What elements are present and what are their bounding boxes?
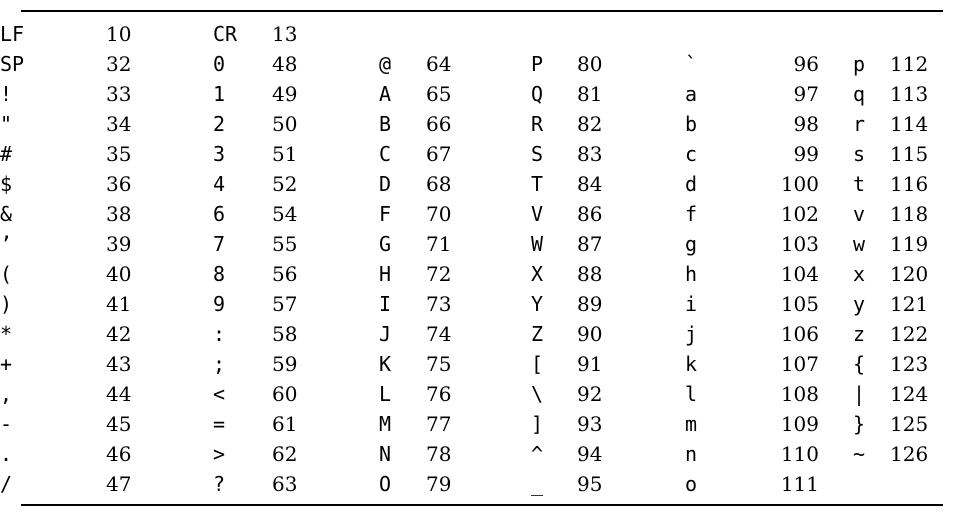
code-cell: 35 <box>106 142 132 166</box>
char-cell: W <box>531 232 544 256</box>
table-row <box>0 439 960 469</box>
code-cell: 77 <box>426 412 452 436</box>
table-row <box>0 19 960 49</box>
char-cell: w <box>853 232 866 256</box>
char-cell: 4 <box>213 172 226 196</box>
code-cell: 87 <box>577 232 603 256</box>
char-cell: X <box>531 262 544 286</box>
char-cell: ) <box>0 292 13 316</box>
char-cell: [ <box>531 352 544 376</box>
code-cell: 56 <box>272 262 298 286</box>
table-row <box>0 79 960 109</box>
char-cell: p <box>853 52 866 76</box>
char-cell: i <box>685 292 698 316</box>
char-cell: # <box>0 142 13 166</box>
code-cell: 72 <box>426 262 452 286</box>
char-cell: @ <box>379 52 392 76</box>
code-cell: 122 <box>890 322 929 346</box>
char-cell: _ <box>531 472 544 496</box>
char-cell: ; <box>213 352 226 376</box>
code-cell: 112 <box>890 52 929 76</box>
char-cell: ] <box>531 412 544 436</box>
char-cell: V <box>531 202 544 226</box>
char-cell: " <box>0 112 13 136</box>
char-cell: b <box>685 112 698 136</box>
code-cell: 71 <box>426 232 452 256</box>
code-cell: 52 <box>272 172 298 196</box>
code-cell: 50 <box>272 112 298 136</box>
char-cell: S <box>531 142 544 166</box>
code-cell: 13 <box>272 22 298 46</box>
code-cell: 106 <box>780 322 819 346</box>
code-cell: 43 <box>106 352 132 376</box>
code-cell: 80 <box>577 52 603 76</box>
table-row <box>0 289 960 319</box>
code-cell: 64 <box>426 52 452 76</box>
char-cell: + <box>0 352 13 376</box>
code-cell: 91 <box>577 352 603 376</box>
char-cell: Z <box>531 322 544 346</box>
code-cell: 123 <box>890 352 929 376</box>
char-cell: O <box>379 472 392 496</box>
char-cell: h <box>685 262 698 286</box>
code-cell: 48 <box>272 52 298 76</box>
char-cell: 2 <box>213 112 226 136</box>
char-cell: d <box>685 172 698 196</box>
code-cell: 97 <box>793 82 819 106</box>
char-cell: y <box>853 292 866 316</box>
code-cell: 65 <box>426 82 452 106</box>
code-cell: 90 <box>577 322 603 346</box>
code-cell: 63 <box>272 472 298 496</box>
char-cell: { <box>853 352 866 376</box>
code-cell: 88 <box>577 262 603 286</box>
char-cell: v <box>853 202 866 226</box>
char-cell: t <box>853 172 866 196</box>
code-cell: 58 <box>272 322 298 346</box>
char-cell: B <box>379 112 392 136</box>
code-cell: 89 <box>577 292 603 316</box>
char-cell: < <box>213 382 226 406</box>
char-cell: m <box>685 412 698 436</box>
char-cell: ( <box>0 262 13 286</box>
char-cell: > <box>213 442 226 466</box>
code-cell: 74 <box>426 322 452 346</box>
char-cell: H <box>379 262 392 286</box>
code-cell: 94 <box>577 442 603 466</box>
code-cell: 115 <box>890 142 929 166</box>
code-cell: 124 <box>890 382 929 406</box>
code-cell: 61 <box>272 412 298 436</box>
code-cell: 108 <box>780 382 819 406</box>
char-cell: I <box>379 292 392 316</box>
code-cell: 44 <box>106 382 132 406</box>
char-cell: n <box>685 442 698 466</box>
table-row <box>0 319 960 349</box>
code-cell: 51 <box>272 142 298 166</box>
char-cell: g <box>685 232 698 256</box>
char-cell: ’ <box>0 232 13 256</box>
char-cell: | <box>853 382 866 406</box>
ascii-code-table <box>0 19 960 499</box>
code-cell: 111 <box>780 472 819 496</box>
char-cell: x <box>853 262 866 286</box>
table-row <box>0 379 960 409</box>
char-cell: , <box>0 382 13 406</box>
char-cell: ` <box>685 52 698 76</box>
char-cell: LF <box>0 22 25 46</box>
code-cell: 116 <box>890 172 929 196</box>
code-cell <box>890 19 960 49</box>
code-cell: 34 <box>106 112 132 136</box>
code-cell: 102 <box>780 202 819 226</box>
code-cell: 98 <box>793 112 819 136</box>
char-cell: $ <box>0 172 13 196</box>
code-cell: 45 <box>106 412 132 436</box>
char-cell: 3 <box>213 142 226 166</box>
char-cell: k <box>685 352 698 376</box>
code-cell: 118 <box>890 202 929 226</box>
code-cell: 46 <box>106 442 132 466</box>
code-cell: 67 <box>426 142 452 166</box>
code-cell: 126 <box>890 442 929 466</box>
code-cell: 114 <box>890 112 929 136</box>
code-cell: 95 <box>577 472 603 496</box>
char-cell: 6 <box>213 202 226 226</box>
char-cell: J <box>379 322 392 346</box>
table-bottom-rule <box>21 504 943 506</box>
ascii-table-body <box>0 19 960 499</box>
code-cell: 73 <box>426 292 452 316</box>
char-cell: ^ <box>531 442 544 466</box>
char-cell: M <box>379 412 392 436</box>
char-cell: j <box>685 322 698 346</box>
char-cell: l <box>685 382 698 406</box>
char-cell <box>853 469 890 499</box>
table-row <box>0 409 960 439</box>
table-row <box>0 469 960 499</box>
char-cell: Y <box>531 292 544 316</box>
char-cell: N <box>379 442 392 466</box>
char-cell <box>531 19 577 49</box>
char-cell: CR <box>213 22 238 46</box>
code-cell: 79 <box>426 472 452 496</box>
code-cell: 49 <box>272 82 298 106</box>
char-cell: F <box>379 202 392 226</box>
code-cell: 82 <box>577 112 603 136</box>
table-row <box>0 169 960 199</box>
code-cell: 38 <box>106 202 132 226</box>
char-cell: P <box>531 52 544 76</box>
char-cell: D <box>379 172 392 196</box>
char-cell <box>379 19 426 49</box>
code-cell: 81 <box>577 82 603 106</box>
char-cell: : <box>213 322 226 346</box>
code-cell: 55 <box>272 232 298 256</box>
char-cell: SP <box>0 52 25 76</box>
char-cell: a <box>685 82 698 106</box>
code-cell: 76 <box>426 382 452 406</box>
char-cell: A <box>379 82 392 106</box>
char-cell: 8 <box>213 262 226 286</box>
char-cell: Q <box>531 82 544 106</box>
char-cell: f <box>685 202 698 226</box>
code-cell: 125 <box>890 412 929 436</box>
code-cell: 109 <box>780 412 819 436</box>
char-cell: K <box>379 352 392 376</box>
code-cell: 42 <box>106 322 132 346</box>
code-cell <box>733 19 853 49</box>
code-cell: 36 <box>106 172 132 196</box>
char-cell: 9 <box>213 292 226 316</box>
char-cell: = <box>213 412 226 436</box>
code-cell: 96 <box>793 52 819 76</box>
char-cell: & <box>0 202 13 226</box>
code-cell: 40 <box>106 262 132 286</box>
char-cell: q <box>853 82 866 106</box>
char-cell: 1 <box>213 82 226 106</box>
char-cell: ! <box>0 82 13 106</box>
code-cell: 62 <box>272 442 298 466</box>
table-row <box>0 229 960 259</box>
char-cell: L <box>379 382 392 406</box>
char-cell: z <box>853 322 866 346</box>
code-cell: 83 <box>577 142 603 166</box>
code-cell: 33 <box>106 82 132 106</box>
code-cell: 110 <box>780 442 819 466</box>
code-cell: 54 <box>272 202 298 226</box>
code-cell: 99 <box>793 142 819 166</box>
char-cell: - <box>0 412 13 436</box>
code-cell: 39 <box>106 232 132 256</box>
code-cell: 78 <box>426 442 452 466</box>
table-row <box>0 199 960 229</box>
code-cell: 86 <box>577 202 603 226</box>
char-cell <box>685 19 733 49</box>
code-cell: 60 <box>272 382 298 406</box>
char-cell: ~ <box>853 442 866 466</box>
char-cell: } <box>853 412 866 436</box>
char-cell: s <box>853 142 866 166</box>
code-cell: 32 <box>106 52 132 76</box>
code-cell: 57 <box>272 292 298 316</box>
code-cell: 10 <box>106 22 132 46</box>
code-cell: 103 <box>780 232 819 256</box>
code-cell: 121 <box>890 292 929 316</box>
char-cell: \ <box>531 382 544 406</box>
char-cell: r <box>853 112 866 136</box>
table-row <box>0 109 960 139</box>
code-cell: 104 <box>780 262 819 286</box>
char-cell: c <box>685 142 698 166</box>
table-top-rule <box>21 10 943 12</box>
code-cell: 113 <box>890 82 929 106</box>
char-cell: ? <box>213 472 226 496</box>
code-cell: 47 <box>106 472 132 496</box>
char-cell <box>853 19 890 49</box>
table-row <box>0 139 960 169</box>
char-cell: * <box>0 322 13 346</box>
char-cell: T <box>531 172 544 196</box>
code-cell <box>890 469 960 499</box>
char-cell: o <box>685 472 698 496</box>
table-row <box>0 259 960 289</box>
code-cell: 68 <box>426 172 452 196</box>
char-cell: C <box>379 142 392 166</box>
code-cell: 66 <box>426 112 452 136</box>
code-cell: 120 <box>890 262 929 286</box>
code-cell: 107 <box>780 352 819 376</box>
char-cell: G <box>379 232 392 256</box>
table-row <box>0 49 960 79</box>
code-cell: 92 <box>577 382 603 406</box>
char-cell: 0 <box>213 52 226 76</box>
char-cell: R <box>531 112 544 136</box>
code-cell: 70 <box>426 202 452 226</box>
code-cell: 59 <box>272 352 298 376</box>
char-cell: . <box>0 442 13 466</box>
code-cell: 100 <box>780 172 819 196</box>
code-cell: 93 <box>577 412 603 436</box>
char-cell: / <box>0 472 13 496</box>
code-cell: 41 <box>106 292 132 316</box>
code-cell <box>426 19 531 49</box>
char-cell: 7 <box>213 232 226 256</box>
code-cell: 75 <box>426 352 452 376</box>
code-cell: 105 <box>780 292 819 316</box>
code-cell <box>577 19 685 49</box>
table-row <box>0 349 960 379</box>
code-cell: 119 <box>890 232 929 256</box>
code-cell: 84 <box>577 172 603 196</box>
